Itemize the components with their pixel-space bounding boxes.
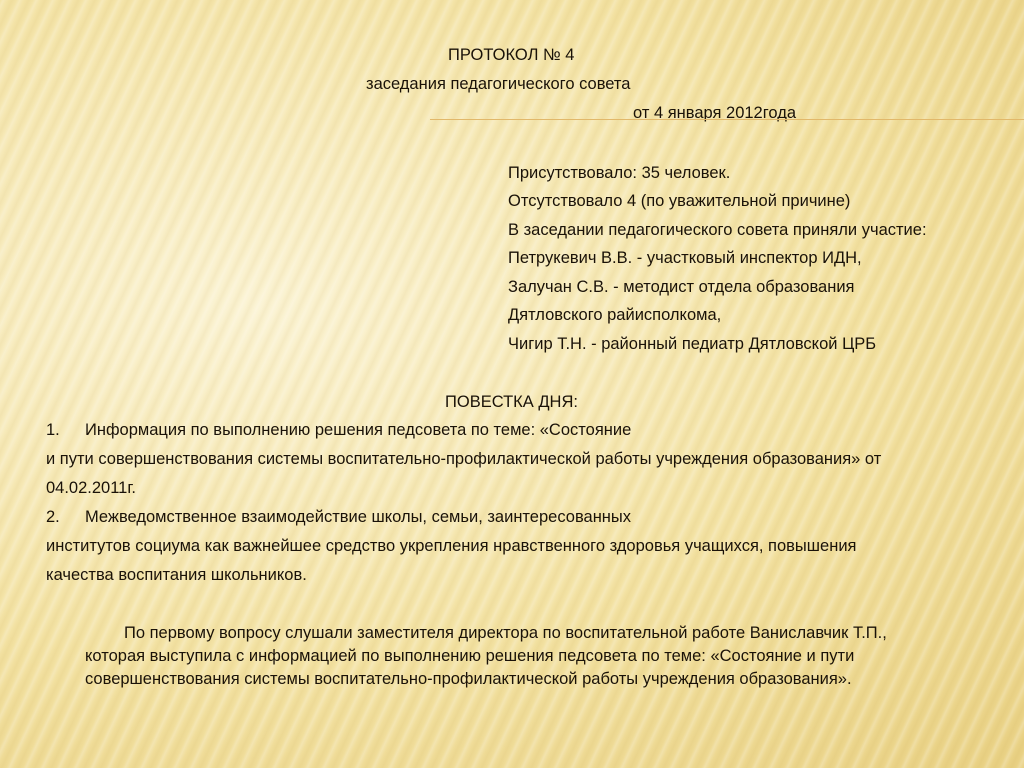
first-question-line1: По первому вопросу слушали заместителя директора по воспитательной работе Ваниславчик Т.П.,: [124, 624, 887, 642]
participant-zaluchan-line2: Дятловского райисполкома,: [508, 306, 722, 324]
agenda-item1-number: 1.: [46, 421, 60, 439]
participants-intro: В заседании педагогического совета приняли участие:: [508, 221, 927, 239]
protocol-date: от 4 января 2012года: [633, 104, 797, 122]
agenda-item2-line2: институтов социума как важнейшее средство укрепления нравственного здоровья учащихся, повышения: [46, 537, 857, 555]
agenda-item1-line2: и пути совершенствования системы воспитательно-профилактической работы учреждения образования» от: [46, 450, 882, 468]
present-count: Присутствовало: 35 человек.: [508, 164, 731, 182]
agenda-item2-line1: Межведомственное взаимодействие школы, семьи, заинтересованных: [85, 508, 632, 526]
agenda-item2-line3: качества воспитания школьников.: [46, 566, 307, 584]
agenda-item2-number: 2.: [46, 508, 60, 526]
agenda-item1-line1: Информация по выполнению решения педсовета по теме: «Состояние: [85, 421, 632, 439]
protocol-subtitle: заседания педагогического совета: [366, 75, 631, 93]
agenda-item1-line3: 04.02.2011г.: [46, 479, 136, 497]
participant-zaluchan-line1: Залучан С.В. - методист отдела образования: [508, 278, 855, 296]
absent-count: Отсутствовало 4 (по уважительной причине): [508, 192, 851, 210]
participant-petrukevich: Петрукевич В.В. - участковый инспектор ИДН,: [508, 249, 862, 267]
protocol-title: ПРОТОКОЛ № 4: [448, 46, 575, 64]
first-question-line2: которая выступила с информацией по выполнению решения педсовета по теме: «Состояние и пути: [85, 647, 855, 665]
title-divider: [430, 119, 1024, 120]
participant-chigir: Чигир Т.Н. - районный педиатр Дятловской ЦРБ: [508, 335, 877, 353]
first-question-line3: совершенствования системы воспитательно-профилактической работы учреждения образования».: [85, 670, 852, 688]
agenda-heading: ПОВЕСТКА ДНЯ:: [445, 393, 578, 411]
